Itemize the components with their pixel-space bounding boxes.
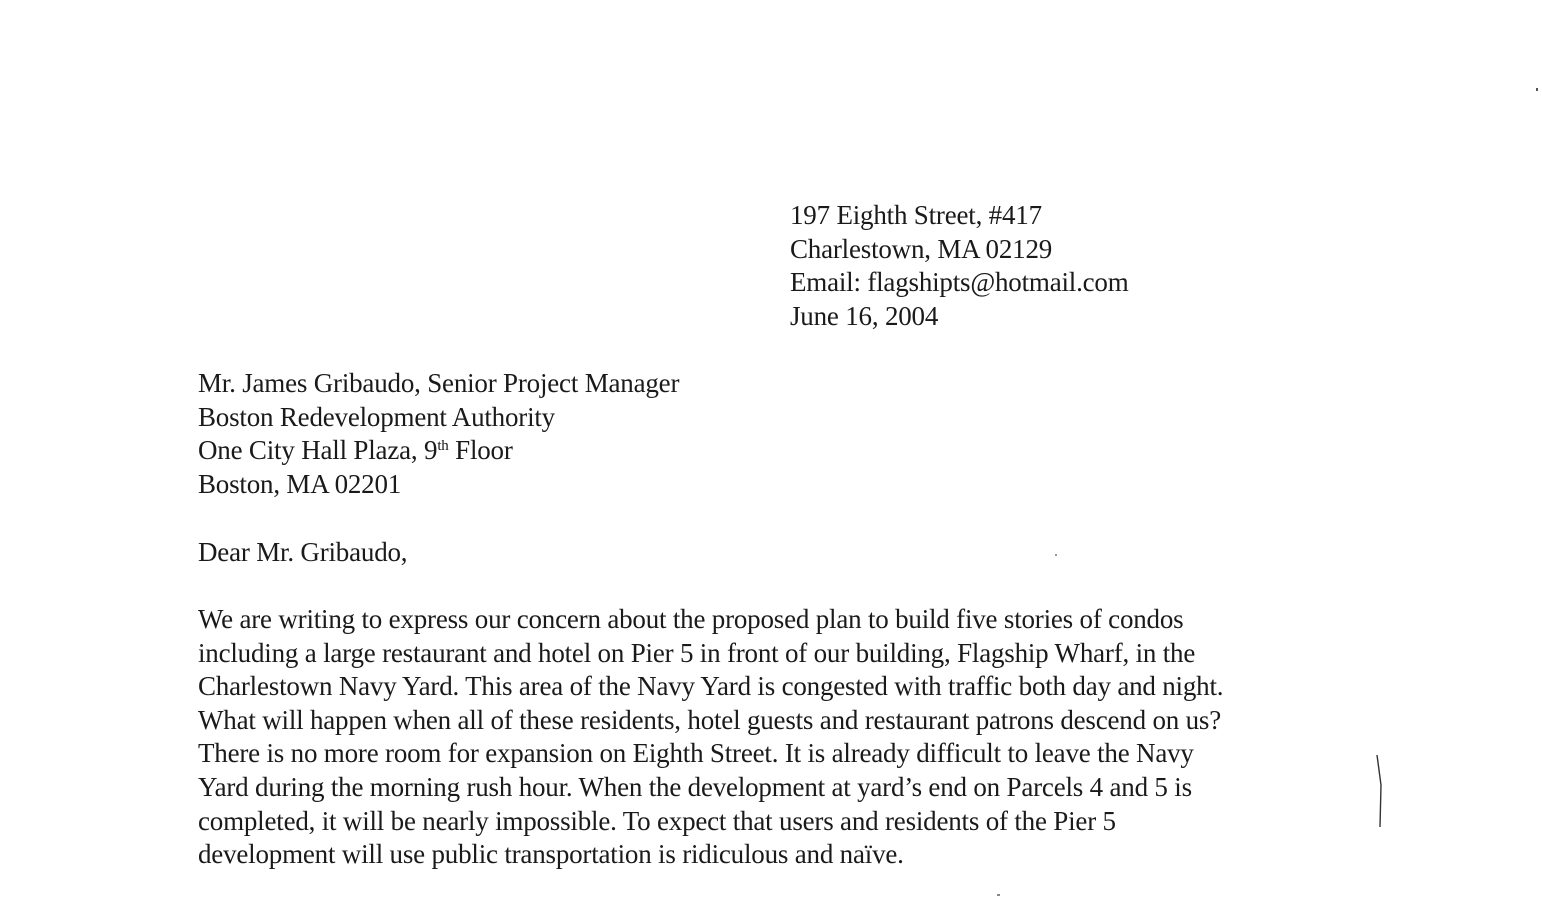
scan-speck [997,894,1000,896]
body-line: What will happen when all of these residents, hotel guests and restaurant patrons descend on us? [198,704,1222,735]
scan-speck [1055,554,1057,556]
margin-pen-mark [1376,755,1384,827]
letter-date: June 16, 2004 [790,300,939,331]
sender-email: Email: flagshipts@hotmail.com [790,267,1129,298]
salutation [198,536,407,570]
ordinal-superscript: th [437,438,449,455]
sender-street: 197 Eighth Street, #417 [790,200,1042,230]
recipient-street-suffix: Floor [448,435,513,466]
recipient-city-state-zip: Boston, MA 02201 [198,468,402,499]
recipient-address-block [198,367,679,501]
recipient-organization: Boston Redevelopment Authority [198,401,555,432]
recipient-street [198,434,679,468]
body-line: We are writing to express our concern about the proposed plan to build five stories of condos [198,604,1184,634]
body-line: There is no more room for expansion on Eighth Street. It is already difficult to leave the Navy [198,738,1194,769]
sender-address-block [790,199,1129,333]
recipient-name-title: Mr. James Gribaudo, Senior Project Manager [198,368,680,398]
letter-body-paragraph [198,603,1223,872]
body-line: Yard during the morning rush hour. When the development at yard’s end on Parcels 4 and 5 is [198,771,1192,802]
body-line: Charlestown Navy Yard. This area of the Navy Yard is congested with traffic both day and night. [198,671,1224,702]
scan-speck [1536,88,1538,91]
salutation-text: Dear Mr. Gribaudo, [198,537,408,567]
body-line: including a large restaurant and hotel on Pier 5 in front of our building, Flagship Wharf, in the [198,637,1196,668]
recipient-street-prefix: One City Hall Plaza, 9 [198,435,438,466]
body-line: development will use public transportation is ridiculous and naïve. [198,839,904,870]
body-line: completed, it will be nearly impossible. To expect that users and residents of the Pier 5 [198,805,1116,836]
sender-city-state-zip: Charlestown, MA 02129 [790,233,1053,264]
